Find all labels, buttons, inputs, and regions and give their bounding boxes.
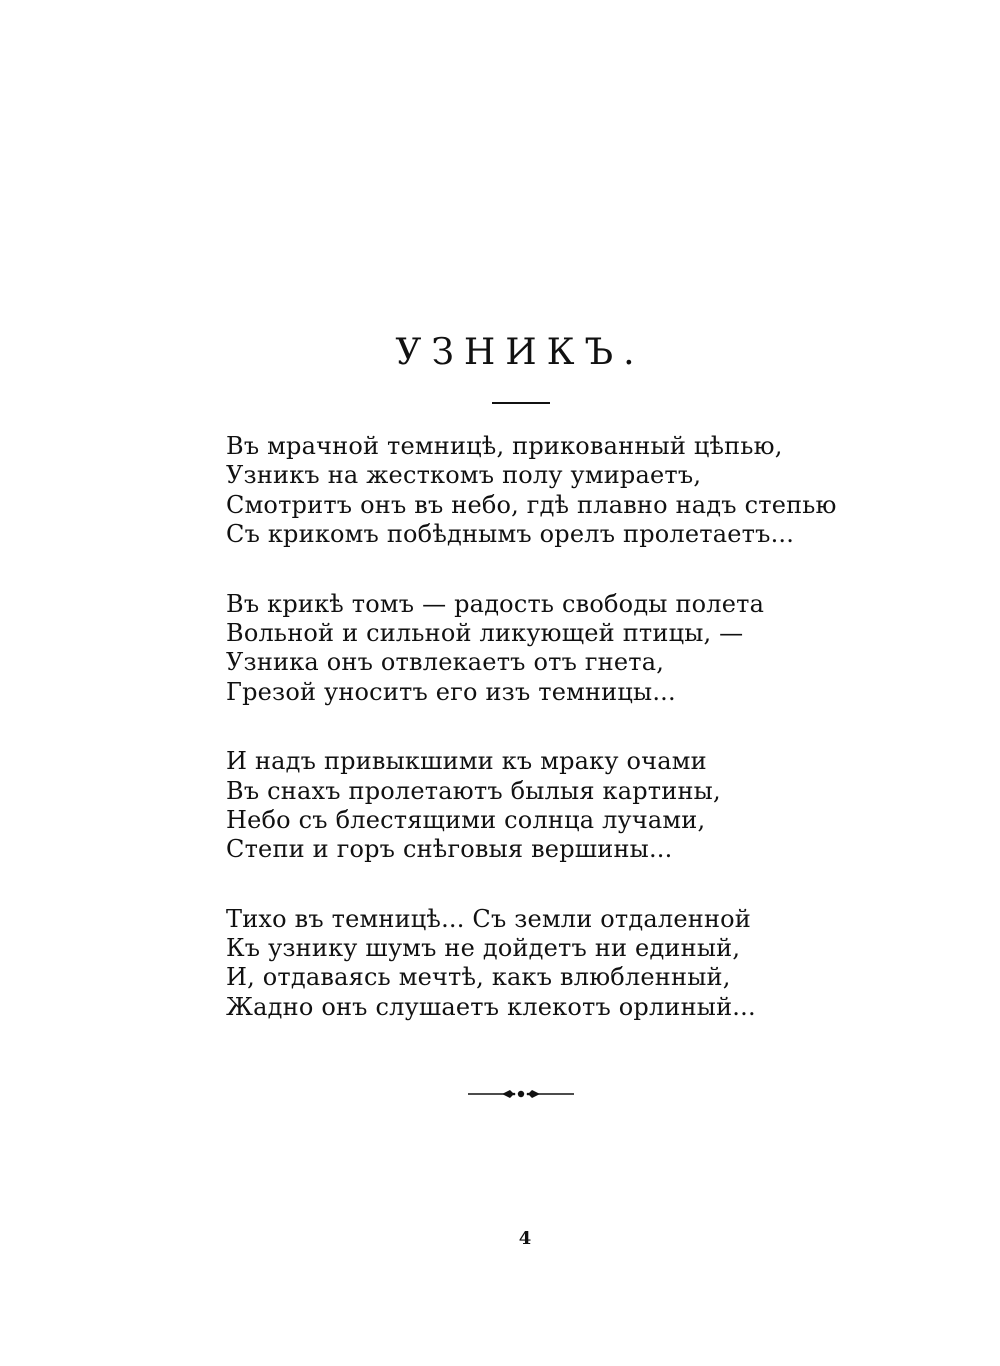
poem-line: Тихо въ темницѣ... Съ земли отдаленной — [226, 904, 751, 933]
stanza-2 — [226, 590, 846, 708]
poem-line: И, отдаваясь мечтѣ, какъ влюбленный, — [226, 963, 731, 992]
poem-line: Грезой уноситъ его изъ темницы... — [226, 677, 676, 706]
poem-line: Узникъ на жесткомъ полу умираетъ, — [226, 461, 702, 490]
poem-line: Въ крикѣ томъ — радость свободы полета — [226, 589, 765, 618]
poem-line: Степи и горъ снѣговыя вершины... — [226, 835, 673, 864]
poem-line: Небо съ блестящими солнца лучами, — [226, 805, 706, 834]
poem-line: Смотритъ онъ въ небо, гдѣ плавно надъ степью — [226, 490, 837, 519]
stanza-4 — [226, 905, 846, 1023]
poem-line: Жадно онъ слушаетъ клекотъ орлиный... — [226, 992, 756, 1021]
poem-line: Съ крикомъ побѣднымъ орелъ пролетаетъ... — [226, 520, 795, 549]
poem-line: Къ узнику шумъ не дойдетъ ни единый, — [226, 934, 741, 963]
poem-body — [226, 432, 846, 1062]
stanza-3 — [226, 747, 846, 865]
poem-line: Въ мрачной темницѣ, прикованный цѣпью, — [226, 432, 783, 460]
poem-line: И надъ привыкшими къ мраку очами — [226, 747, 707, 776]
stanza-1 — [226, 432, 846, 550]
poem-line: Вольной и сильной ликующей птицы, — — [226, 618, 744, 647]
poem-line: Въ снахъ пролетаютъ былыя картины, — [226, 776, 721, 805]
poem-title: УЗНИКЪ. — [395, 332, 645, 373]
title-divider — [492, 402, 550, 404]
page-number: 4 — [518, 1228, 532, 1249]
poem-line: Узника онъ отвлекаетъ отъ гнета, — [226, 648, 665, 677]
ornament-divider-icon — [466, 1084, 576, 1104]
